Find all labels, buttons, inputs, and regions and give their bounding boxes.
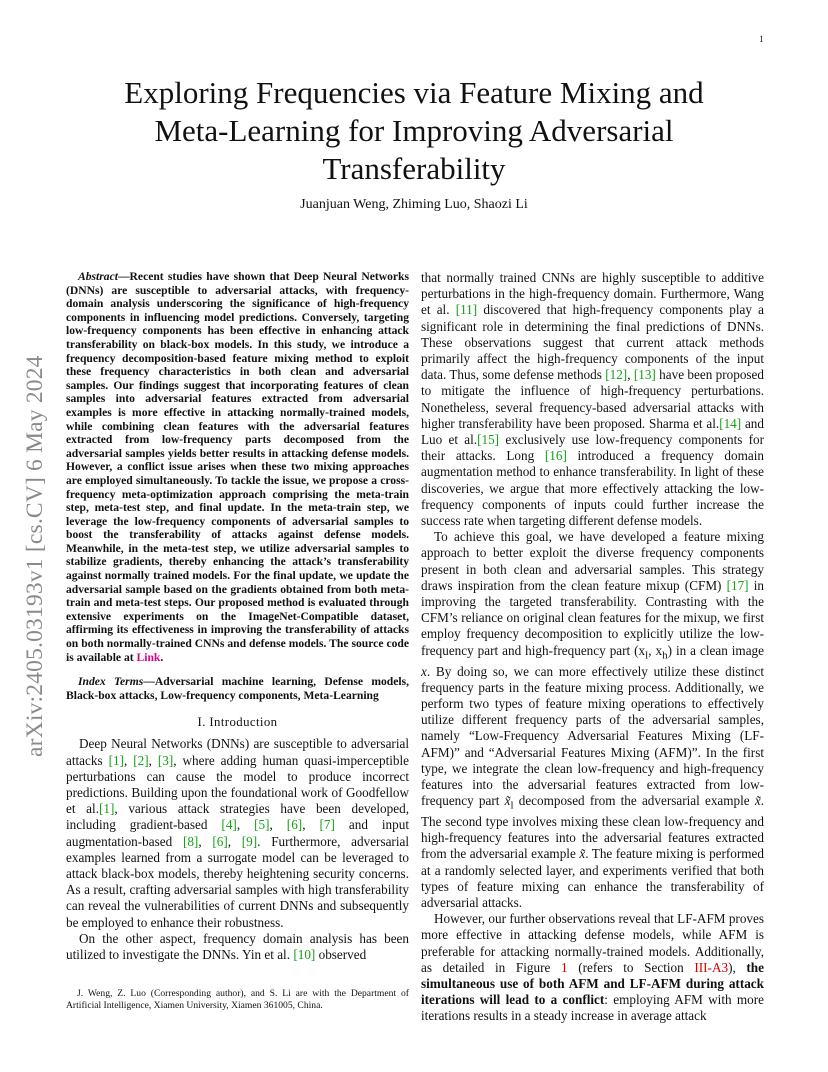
paper-title: Exploring Frequencies via Feature Mixing and Meta-Learning for Improving Adversarial Transferability	[124, 75, 704, 186]
text-run: and input augmentation-based	[66, 817, 410, 849]
subscript: l	[510, 799, 514, 812]
text-run: introduced a frequency domain augmentation method to enhance transferability. In light of these discoveries, we argue that more effectively attacking the low-frequency components of inputs could further increase the success rate when targeting different defense models.	[421, 448, 764, 529]
subscript: l	[645, 649, 649, 662]
citation-link[interactable]: [16]	[544, 448, 567, 464]
text-run: ,	[269, 817, 287, 833]
citation-link[interactable]: [8]	[182, 833, 199, 849]
text-run: have been proposed to mitigate the influence of high-frequency perturbations. Nonetheless, several frequency-based adversarial attacks with higher transferability have been proposed. Sharma et al.	[421, 367, 764, 431]
text-run: To achieve this goal, we have developed a feature mixing approach to better exploit the diverse frequency components present in both clean and adversarial samples. This strategy draws inspiration from the clean feature mixup (CFM)	[421, 529, 764, 593]
text-run: ,	[123, 752, 134, 768]
citation-link[interactable]: [13]	[633, 367, 656, 383]
text-run: ,	[227, 833, 242, 849]
index-terms-label: Index Terms	[78, 675, 144, 689]
text-run: ) in a clean image	[667, 642, 764, 658]
text-run: . Furthermore, adversarial examples learned from a surrogate model can be leveraged to attack black-box models, thereby heightening security concerns. As a result, crafting adversarial samples with high transferability can reveal the vulnerabilities of current DNNs and subsequently be employed to enhance their robustness.	[66, 833, 409, 930]
arxiv-stamp: arXiv:2405.03193v1 [cs.CV] 6 May 2024	[22, 355, 48, 757]
text-run: exclusively use low-frequency components for their attacks. Long	[421, 432, 764, 464]
math-symbol: x̃	[579, 846, 586, 862]
citation-link[interactable]: [4]	[221, 817, 237, 833]
text-run: . The second type involves mixing these clean low-frequency and high-frequency features into the adversarial features extracted from the adversarial example	[421, 793, 764, 862]
abstract-text: Recent studies have shown that Deep Neural Networks (DNNs) are susceptible to adversarial attacks, with frequency-domain analysis underscoring the significance of high-frequency components in influencing model predictions. Conversely, targeting low-frequency components has been effective in enhancing attack transferability on black-box models. In this study, we introduce a frequency decomposition-based feature mixing method to exploit these frequency characteristics in both clean and adversarial samples. Our findings suggest that incorporating features of clean samples into adversarial features extracted from adversarial examples is more effective in attacking normally-trained models, while combining clean features with the adversarial features extracted from low-frequency parts decomposed from the adversarial samples yields better results in attacking defense models. However, a conflict issue arises when these two mixing approaches are employed simultaneously. To tackle the issue, we propose a cross-frequency meta-optimization approach comprising the meta-train step, meta-test step, and final update. In the meta-train step, we leverage the low-frequency components of adversarial samples to boost the transferability of attacks against defense models. Meanwhile, in the meta-test step, we utilize adversarial samples to stabilize gradients, thereby enhancing the attack’s transferability against normally trained models. For the final update, we update the adversarial sample based on the gradients obtained from both meta-train and meta-test steps. Our proposed method is evaluated through extensive experiments on the ImageNet-Compatible dataset, affirming its effectiveness in improving the transferability of attacks on both normally-trained CNNs and defense models. The source code is available at	[66, 270, 409, 664]
section-link[interactable]: III-A3	[694, 959, 729, 975]
text-run: that normally trained CNNs are highly susceptible to additive perturbations in the high-frequency domain. Furthermore, Wang et al.	[421, 270, 764, 318]
citation-link[interactable]: [5]	[254, 817, 270, 833]
intro-paragraph-1	[66, 736, 409, 930]
figure-link[interactable]: 1	[560, 959, 568, 975]
text-run: Deep Neural Networks (DNNs) are susceptible to adversarial attacks	[66, 736, 409, 768]
bold-text-run: the simultaneous use of both AFM and LF-AFM during attack iterations will lead to a conflict	[421, 959, 764, 1008]
abstract	[66, 270, 409, 664]
citation-link[interactable]: [17]	[726, 577, 749, 593]
text-run: , where adding human quasi-imperceptible perturbations can cause the model to produce incorrect predictions. Building upon the foundational work of Goodfellow et al.	[66, 752, 410, 817]
math-symbol: x̃	[754, 793, 761, 809]
text-run: On the other aspect, frequency domain analysis has been utilized to investigate the DNNs. Yin et al.	[66, 930, 409, 963]
text-run: ,	[236, 817, 255, 833]
index-terms-text: Adversarial machine learning, Defense models, Black-box attacks, Low-frequency components, Meta-Learning	[66, 675, 409, 702]
citation-link[interactable]: [6]	[286, 817, 303, 833]
affiliation-footnote: J. Weng, Z. Luo (Corresponding author), and S. Li are with the Department of Artificial Intelligence, Xiamen University, Xiamen 361005, China.	[66, 988, 409, 1011]
text-run: , x	[648, 642, 663, 658]
citation-link[interactable]: [2]	[133, 752, 149, 768]
citation-link[interactable]: [1]	[99, 801, 115, 817]
text-run: ,	[627, 367, 634, 383]
intro-paragraph-4	[421, 911, 764, 1024]
intro-paragraph-2-cont	[421, 270, 764, 529]
citation-link[interactable]: [15]	[477, 432, 500, 448]
text-run: discovered that high-frequency components play a significant role in determining the final predictions of DNNs. These observations suggest that current attack methods primarily affect the high-frequency components of the input data. Thus, some defense methods	[421, 302, 764, 383]
index-terms-sep: —	[143, 675, 155, 689]
text-run: . The feature mixing is performed at a randomly selected layer, and experiments verified that both types of feature mixing can enhance the transferability of adversarial attacks.	[421, 846, 765, 910]
source-code-link[interactable]: Link	[136, 650, 161, 664]
page-number: 1	[759, 34, 764, 44]
math-symbol: x	[421, 663, 427, 679]
section-heading-introduction: I. Introduction	[197, 715, 278, 730]
citation-link[interactable]: [3]	[157, 752, 174, 768]
intro-paragraph-2-start	[66, 931, 409, 963]
math-symbol: x̃	[504, 793, 511, 809]
citation-link[interactable]: [9]	[241, 833, 258, 849]
citation-link[interactable]: [7]	[319, 817, 335, 833]
abstract-end: .	[160, 650, 164, 664]
text-run: ,	[198, 833, 213, 849]
abstract-label: Abstract	[78, 270, 118, 283]
text-run: ,	[148, 752, 158, 768]
citation-link[interactable]: [12]	[605, 367, 628, 383]
citation-link[interactable]: [6]	[212, 833, 228, 849]
text-run: (refers to Section	[567, 959, 695, 975]
index-terms	[66, 675, 409, 702]
abstract-sep: —	[117, 270, 130, 283]
subscript: h	[662, 649, 668, 662]
text-run: decomposed from the adversarial example	[513, 793, 755, 809]
citation-link[interactable]: [14]	[719, 415, 742, 431]
text-run: : employing AFM with more iterations results in a steady increase in average attack	[421, 992, 764, 1024]
text-run-continued: observed	[315, 947, 367, 963]
authors: Juanjuan Weng, Zhiming Luo, Shaozi Li	[300, 197, 528, 212]
citation-link[interactable]: [10]	[293, 947, 316, 963]
text-run: in improving the targeted transferability. Contrasting with the CFM’s reliance on original clean features for the mixup, we first employ frequency decomposition to explicitly utilize the low-frequency part and high-frequency part (x	[421, 577, 764, 658]
right-column	[421, 270, 764, 1025]
text-run: , various attack strategies have been developed, including gradient-based	[66, 801, 409, 833]
text-run: . By doing so, we can more effectively utilize these distinct frequency parts in the feature mixing process. Additionally, we perform two types of feature mixing operations to effectively utilize different frequency parts of the adversarial samples, namely “Low-Frequency Adversarial Features Mixing (LF-AFM)” and “Adversarial Features Mixing (AFM)”. In the first type, we integrate the clean low-frequency and high-frequency features into the adversarial features extracted from low-frequency part	[421, 663, 764, 809]
citation-link[interactable]: [11]	[455, 302, 478, 318]
citation-link[interactable]: [1]	[108, 752, 124, 768]
text-run: and Luo et al.	[421, 415, 764, 448]
intro-paragraph-3	[421, 529, 764, 911]
text-run: ,	[302, 817, 320, 833]
text-run: ),	[728, 959, 747, 975]
text-run: However, our further observations reveal that LF-AFM proves more effective in attacking defense models, while AFM is preferable for attacking normally-trained models. Additionally, as detailed in Figure	[421, 911, 764, 975]
left-column	[66, 270, 409, 963]
